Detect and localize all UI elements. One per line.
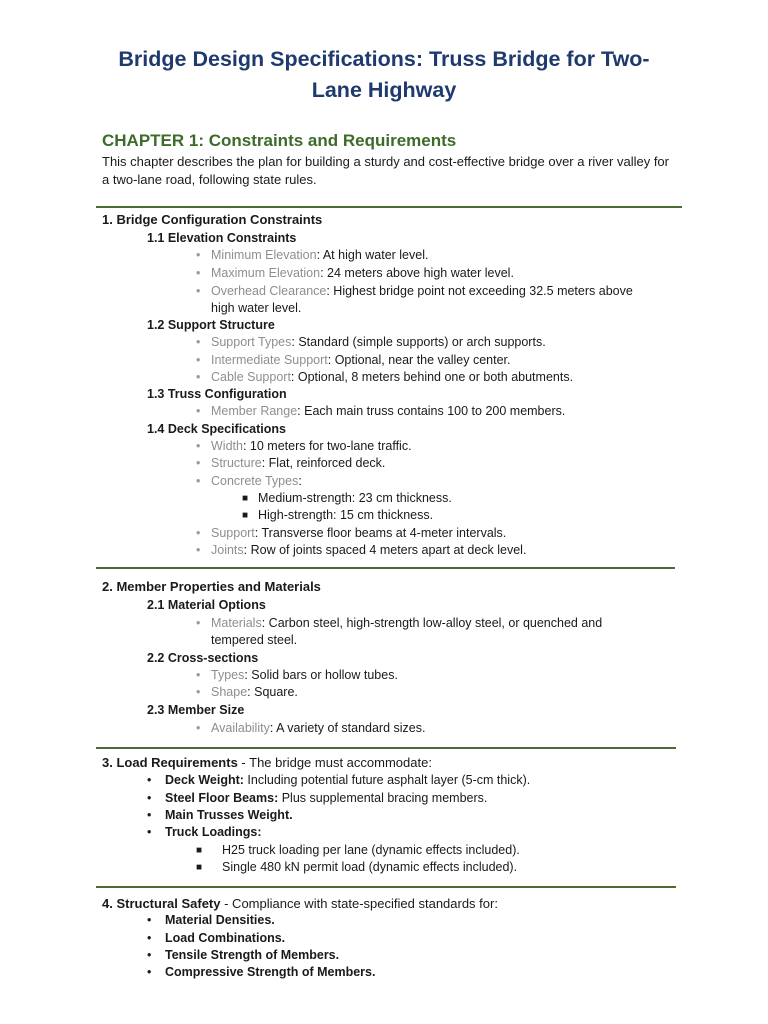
bullet-icon: • [196,353,201,367]
list-item: • Material Densities. [147,913,275,927]
chapter-heading: CHAPTER 1: Constraints and Requirements [102,131,457,150]
list-item: • Availability: A variety of standard sizes. [196,721,426,735]
subsection-2-2: 2.2 Cross-sections [147,651,259,665]
bullet-icon: • [196,248,201,262]
bullet-icon: • [196,543,201,557]
list-item: • Main Trusses Weight. [147,808,293,822]
list-item: • Joints: Row of joints spaced 4 meters apart at deck level. [196,543,527,557]
subsection-1-4: 1.4 Deck Specifications [147,422,286,436]
bullet-icon: • [196,616,201,630]
bullet-icon: • [196,370,201,384]
bullet-icon: • [147,965,152,979]
list-item: ■ High-strength: 15 cm thickness. [242,508,434,522]
section-divider [96,886,676,888]
list-item: • Shape: Square. [196,685,298,699]
section-4-title: 4. Structural Safety - Compliance with state-specified standards for: [102,896,498,911]
list-item: ■ Single 480 kN permit load (dynamic effects included). [196,860,518,874]
section-1-title: 1. Bridge Configuration Constraints [102,212,323,227]
subsection-2-1: 2.1 Material Options [147,598,266,612]
subsection-1-2: 1.2 Support Structure [147,318,275,332]
bullet-icon: • [147,825,152,839]
section-divider [96,567,675,569]
bullet-icon: • [147,948,152,962]
list-item: • Support: Transverse floor beams at 4-meter intervals. [196,526,507,540]
list-item: • Overhead Clearance: Highest bridge point not exceeding 32.5 meters above high water level. [196,284,633,315]
list-item: ■ Medium-strength: 23 cm thickness. [242,491,452,505]
list-item: • Types: Solid bars or hollow tubes. [196,668,398,682]
square-bullet-icon: ■ [196,862,203,873]
section-3-title: 3. Load Requirements - The bridge must accommodate: [102,755,432,770]
list-item: • Maximum Elevation: 24 meters above high water level. [196,266,514,280]
list-item: • Load Combinations. [147,931,286,945]
list-item: • Cable Support: Optional, 8 meters behind one or both abutments. [196,370,574,384]
bullet-icon: • [196,335,201,349]
bullet-icon: • [196,456,201,470]
list-item: • Truck Loadings: [147,825,262,839]
list-item: • Member Range: Each main truss contains 100 to 200 members. [196,404,566,418]
bullet-icon: • [196,439,201,453]
section-divider [96,747,676,749]
list-item: • Compressive Strength of Members. [147,965,376,979]
list-item: • Steel Floor Beams: Plus supplemental bracing members. [147,791,488,805]
bullet-icon: • [196,404,201,418]
square-bullet-icon: ■ [242,510,249,521]
square-bullet-icon: ■ [196,845,203,856]
list-item: • Materials: Carbon steel, high-strength low-alloy steel, or quenched and tempered steel. [196,616,603,647]
bullet-icon: • [196,721,201,735]
section-2-title: 2. Member Properties and Materials [102,579,321,594]
list-item: • Intermediate Support: Optional, near the valley center. [196,353,511,367]
bullet-icon: • [147,791,152,805]
bullet-icon: • [147,931,152,945]
bullet-icon: • [196,266,201,280]
bullet-icon: • [196,668,201,682]
bullet-icon: • [147,808,152,822]
subsection-1-3: 1.3 Truss Configuration [147,387,287,401]
document-title: Bridge Design Specifications: Truss Bridge for Two-Lane Highway [118,47,650,102]
list-item: • Minimum Elevation: At high water level. [196,248,429,262]
bullet-icon: • [196,685,201,699]
list-item: • Support Types: Standard (simple supports) or arch supports. [196,335,546,349]
list-item: ■ H25 truck loading per lane (dynamic effects included). [196,843,520,857]
section-divider [96,206,682,208]
list-item: • Structure: Flat, reinforced deck. [196,456,386,470]
bullet-icon: • [147,773,152,787]
bullet-icon: • [196,526,201,540]
bullet-icon: • [196,284,201,298]
subsection-2-3: 2.3 Member Size [147,703,245,717]
list-item: • Width: 10 meters for two-lane traffic. [196,439,412,453]
subsection-1-1: 1.1 Elevation Constraints [147,231,297,245]
bullet-icon: • [147,913,152,927]
list-item: • Tensile Strength of Members. [147,948,340,962]
bullet-icon: • [196,474,201,488]
chapter-intro: This chapter describes the plan for building a sturdy and cost-effective bridge over a river valley for a two-lane road, following state rules. [102,154,669,187]
list-item: • Concrete Types: [196,474,302,488]
square-bullet-icon: ■ [242,493,249,504]
list-item: • Deck Weight: Including potential future asphalt layer (5-cm thick). [147,773,531,787]
